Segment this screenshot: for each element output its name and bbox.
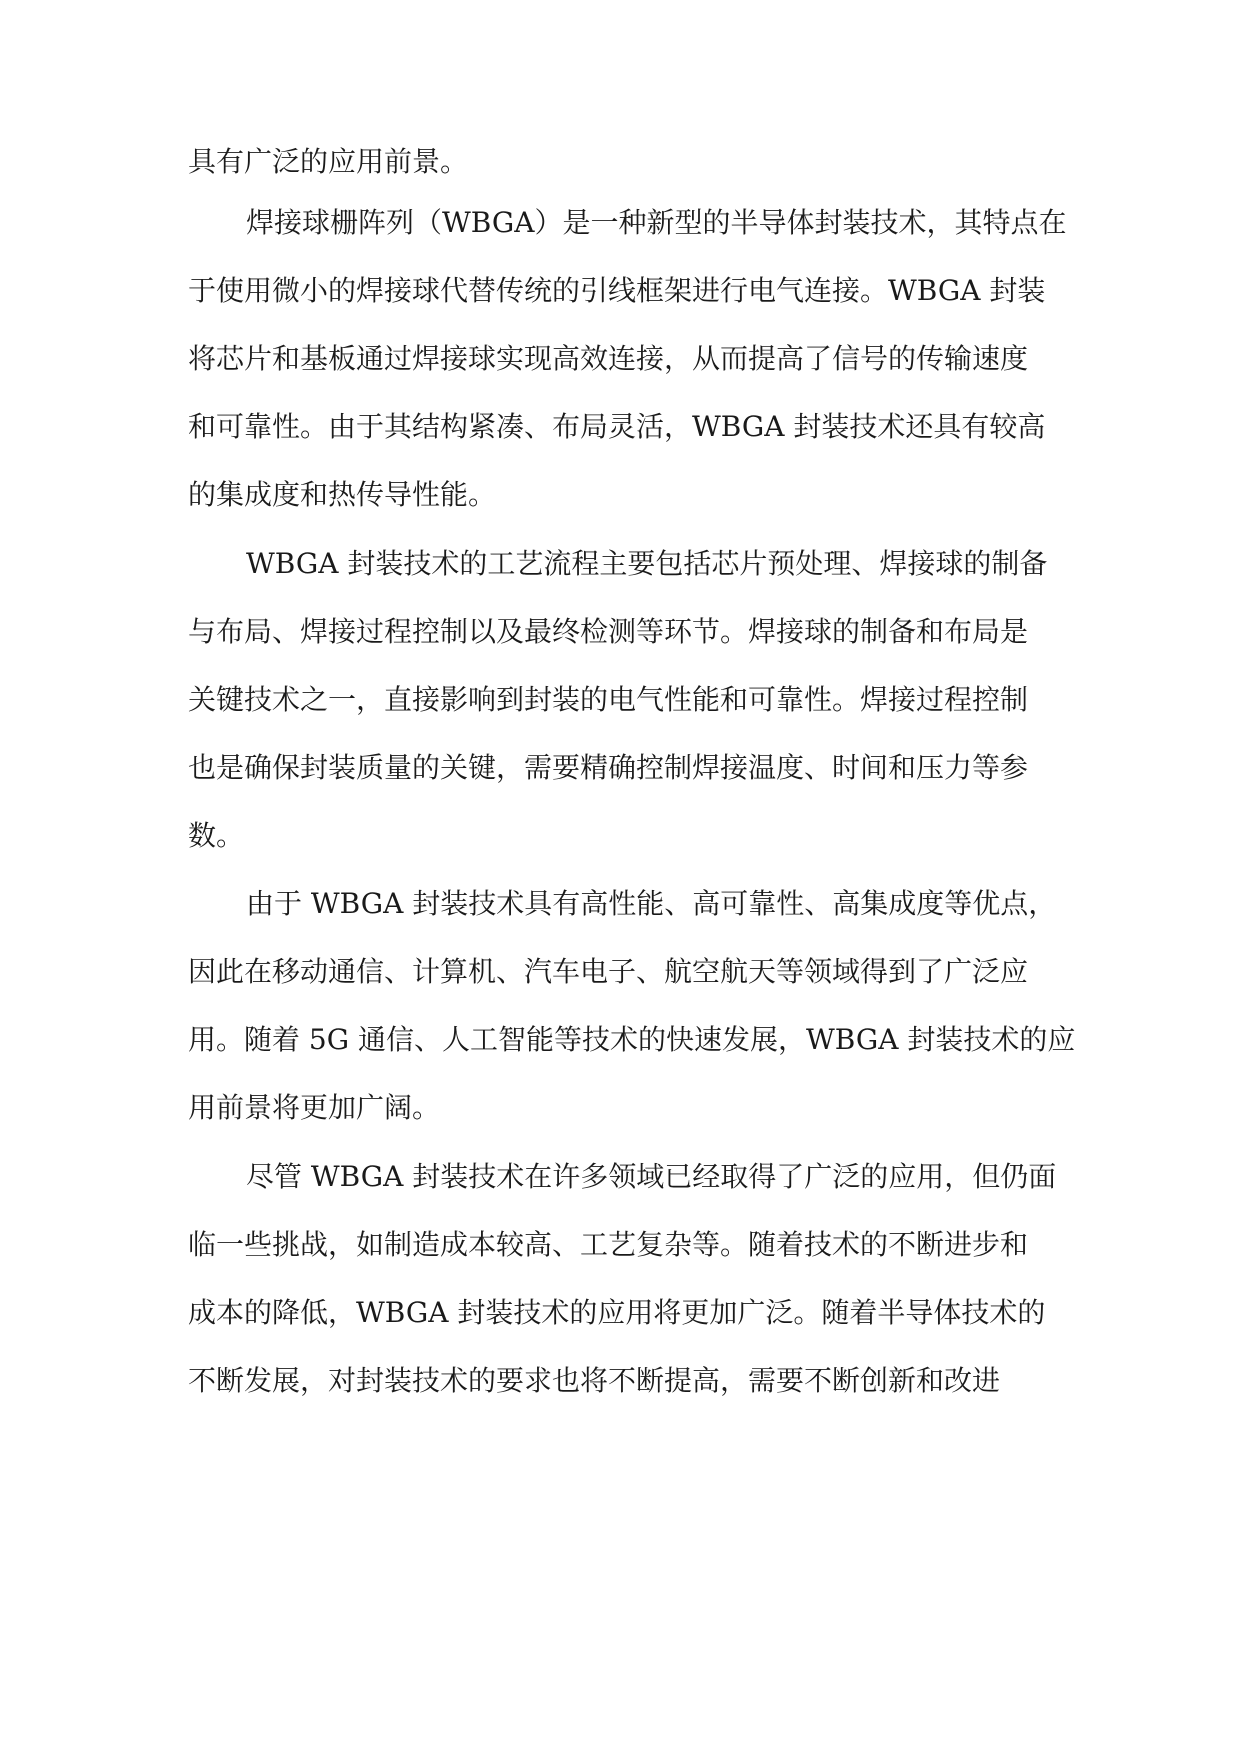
text-line: 临一些挑战，如制造成本较高、工艺复杂等。随着技术的不断进步和 <box>188 1228 1029 1261</box>
text-line: 成本的降低，WBGA 封装技术的应用将更加广泛。随着半导体技术的 <box>188 1296 1046 1329</box>
text-line: 用前景将更加广阔。 <box>188 1091 441 1124</box>
text-line: 数。 <box>188 819 245 852</box>
text-line: 也是确保封装质量的关键，需要精确控制焊接温度、时间和压力等参 <box>188 751 1029 784</box>
text-line: 将芯片和基板通过焊接球实现高效连接，从而提高了信号的传输速度 <box>188 342 1029 375</box>
text-line: 具有广泛的应用前景。 <box>188 145 469 178</box>
text-line: 不断发展，对封装技术的要求也将不断提高，需要不断创新和改进 <box>188 1364 1001 1397</box>
text-line: 用。随着 5G 通信、人工智能等技术的快速发展，WBGA 封装技术的应 <box>188 1023 1076 1056</box>
text-line: 因此在移动通信、计算机、汽车电子、航空航天等领域得到了广泛应 <box>188 955 1029 988</box>
text-line: 的集成度和热传导性能。 <box>188 478 497 511</box>
text-line: 由于 WBGA 封装技术具有高性能、高可靠性、高集成度等优点， <box>246 887 1057 920</box>
text-line: 于使用微小的焊接球代替传统的引线框架进行电气连接。WBGA 封装 <box>188 274 1046 307</box>
text-line: 和可靠性。由于其结构紧凑、布局灵活，WBGA 封装技术还具有较高 <box>188 410 1046 443</box>
text-line: 与布局、焊接过程控制以及最终检测等环节。焊接球的制备和布局是 <box>188 615 1029 648</box>
text-line: 尽管 WBGA 封装技术在许多领域已经取得了广泛的应用，但仍面 <box>246 1160 1057 1193</box>
text-line: WBGA 封装技术的工艺流程主要包括芯片预处理、焊接球的制备 <box>246 547 1048 580</box>
text-line: 关键技术之一，直接影响到封装的电气性能和可靠性。焊接过程控制 <box>188 683 1029 716</box>
text-line: 焊接球栅阵列（WBGA）是一种新型的半导体封装技术，其特点在 <box>246 206 1067 239</box>
